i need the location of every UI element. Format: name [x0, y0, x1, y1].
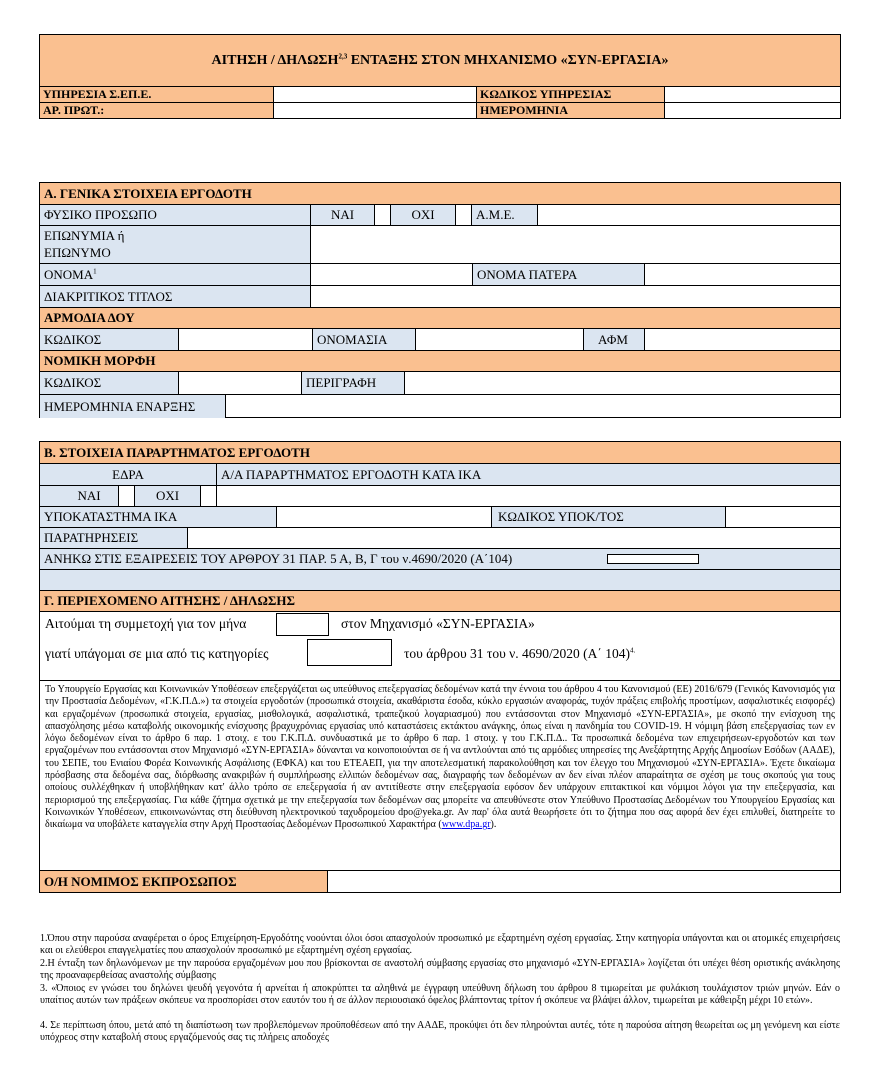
ame-label: Α.Μ.Ε.: [471, 205, 537, 225]
service-code-label: ΚΩΔΙΚΟΣ ΥΠΗΡΕΣΙΑΣ: [476, 87, 664, 102]
date-label: ΗΜΕΡΟΜΗΝΙΑ: [476, 103, 664, 118]
privacy-notice: Το Υπουργείο Εργασίας και Κοινωνικών Υποθέσεων επεξεργάζεται ως υπεύθυνος επεξεργασίας δεδομένων κατά την έννοια του άρθρου 4 του Κανονισμού (ΕΕ) 2016/679 (Γενικός Κανονισμός για την Προστασία Δεδομένων, «Γ.Κ.Π.Δ.») τα στοιχεία εργοδοτών (προσωπικά στοιχεία, ακαθάριστα έσοδα, κύκλο εργασιών αναφοράς, τυχόν πράξεις επιβολής προστίμων, ασφαλιστικές εισφορές) και εργαζομένων (προσωπικά στοιχεία, εργασίας, μισθολογικά, ασφαλιστικά, τραπεζικού λογαριασμού) που εντάσσονται στον Μηχανισμό «ΣΥΝ-ΕΡΓΑΣΙΑ», με σκοπό την ενίσχυση της απασχόλησης μέσω καταβολής οικονομικής ενίσχυσης βραχυχρόνιας εργασίας υπό καταστάσεις εκτάκτου ανάγκης, όπως είναι η πανδημία του COVID-19. Η νόμιμη βάση επεξεργασίας των εν λόγω δεδομένων είναι το άρθρο 6 παρ. 1 στοιχ. ε του Γ.Κ.Π.Δ. συνδυαστικά με το άρθρο 6 παρ. 1 στοιχ. γ του Γ.Κ.Π.Δ.. Τα προσωπικά δεδομένα των επιχειρήσεων-εργοδοτών και των εργαζομένων που εντάσσονται στον Μηχανισμό «ΣΥΝ-ΕΡΓΑΣΙΑ» δύνανται να κοινοποιούνται σε ή να αντλούνται από τις αρμόδιες υπηρεσίες της Ανεξάρτητης Αρχής Δημοσίων Εσόδων (ΑΑΔΕ), του ΣΕΠΕ, του Ενιαίου Φορέα Κοινωνικής Ασφάλισης (ΕΦΚΑ) και του ΕΤΕΑΕΠ, για την αποτελεσματική παρακολούθηση και τον έλεγχο του Μηχανισμού «ΣΥΝ-ΕΡΓΑΣΙΑ». Έχετε δικαίωμα πρόσβασης στα δεδομένα σας, διόρθωσης ανακριβών ή συμπλήρωσης ελλιπών δεδομένων σας, διαγραφής των δεδομένων αν δεν είναι πλέον απαραίτητα σε σχέση με τους σκοπούς για τους οποίους συλλέχθηκαν ή υποβλήθηκαν κατ' άλλο τρόπο σε επεξεργασία ή αν αντιτίθεστε στην επεξεργασία εφόσον δεν υπάρχουν επιτακτικοί και νόμιμοι λόγοι για την επεξεργασία, και περιορισμού της επεξεργασίας. Για κάθε ζήτημα σχετικά με την επεξεργασία των δεδομένων σας μπορείτε να απευθύνεστε στον Υπεύθυνο Προστασίας Δεδομένων του Υπουργείου Εργασίας και Κοινωνικών Υποθέσεων, επικοινωνώντας στη διεύθυνση ηλεκτρονικού ταχυδρομείου dpo@yeka.gr. Αν παρ' όλα αυτά θεωρήσετε ότι το ζήτημα που σας αφορά δεν έχει επιλυθεί, διατηρείτε το δικαίωμα να υποβάλετε καταγγελία στην Αρχή Προστασίας Δεδομένων Προσωπικού Χαρακτήρα (www.dpa.gr).: [45, 684, 835, 831]
ika-branch-label: ΥΠΟΚΑΤΑΣΤΗΜΑ ΙΚΑ: [40, 507, 276, 527]
service-row: [40, 86, 840, 102]
afm-input[interactable]: [644, 329, 840, 350]
ika-branch-input[interactable]: [276, 507, 491, 527]
seat-yes-label: ΝΑΙ: [40, 486, 118, 506]
father-name-input[interactable]: [644, 264, 840, 285]
tax-office-header: ΑΡΜΟΔΙΑ ΔΟΥ: [44, 310, 135, 325]
description-label: ΠΕΡΙΓΡΑΦΗ: [301, 372, 404, 394]
category-line-label: γιατί υπάγομαι σε μια από τις κατηγορίες: [45, 646, 269, 661]
representative-input[interactable]: [327, 871, 840, 892]
section-b-spacer: [40, 569, 840, 590]
exceptions-input[interactable]: [607, 554, 699, 564]
company-name-input[interactable]: [310, 226, 840, 263]
date-input[interactable]: [664, 103, 840, 118]
first-name-input[interactable]: [310, 264, 472, 285]
legal-form-header: ΝΟΜΙΚΗ ΜΟΡΦΗ: [44, 353, 156, 368]
no-label: ΟΧΙ: [390, 205, 455, 225]
dpa-link[interactable]: www.dpa.gr: [441, 819, 491, 831]
category-input[interactable]: [307, 639, 392, 666]
form-title: ΑΙΤΗΣΗ / ΔΗΛΩΣΗ$^{2,3}$ ΕΝΤΑΞΗΣ ΣΤΟΝ ΜΗΧΑΝΙΣΜΟ «ΣΥΝ-ΕΡΓΑΣΙΑ»: [40, 35, 840, 86]
company-name-label: ΕΠΩΝΥΜΙΑ ή ΕΠΩΝΥΜΟ: [40, 226, 310, 263]
tax-code-label: ΚΩΔΙΚΟΣ: [40, 329, 178, 350]
month-input[interactable]: [276, 613, 329, 636]
description-input[interactable]: [404, 372, 840, 394]
section-b: [39, 441, 841, 590]
ame-input[interactable]: [537, 205, 840, 225]
mechanism-label: στον Μηχανισμό «ΣΥΝ-ΕΡΓΑΣΙΑ»: [341, 616, 535, 631]
footnote-1: 1.Όπου στην παρούσα αναφέρεται ο όρος Επιχείρηση-Εργοδότης νοούνται όλοι όσοι απασχολούν προσωπικό με εξαρτημένη σχέση εργασίας. Στην κατηγορία υπάγονται και οι ατομικές επιχειρήσεις και οι ελεύθεροι επαγγελματίες που απασχολούν προσωπικό με εξαρτημένη σχέση εργασίας.: [40, 933, 840, 956]
legal-code-label: ΚΩΔΙΚΟΣ: [40, 372, 178, 394]
tax-name-input[interactable]: [415, 329, 583, 350]
distinctive-title-input[interactable]: [310, 286, 840, 307]
protocol-label: ΑΡ. ΠΡΩΤ.:: [43, 103, 105, 117]
tax-code-input[interactable]: [178, 329, 312, 350]
protocol-input[interactable]: [273, 103, 476, 118]
branch-no-input[interactable]: [216, 486, 840, 506]
yes-label: ΝΑΙ: [310, 205, 374, 225]
seat-label: ΕΔΡΑ: [112, 467, 144, 482]
distinctive-title-label: ΔΙΑΚΡΙΤΙΚΟΣ ΤΙΤΛΟΣ: [40, 286, 310, 307]
service-label: ΥΠΗΡΕΣΙΑ Σ.ΕΠ.Ε.: [43, 87, 152, 101]
section-a-title: Α. ΓΕΝΙΚΑ ΣΤΟΙΧΕΙΑ ΕΡΓΟΔΟΤΗ: [44, 186, 252, 201]
month-line-label: Αιτούμαι τη συμμετοχή για τον μήνα: [45, 616, 247, 631]
article-label: του άρθρου 31 του ν. 4690/2020 (Α΄ 104)$^{4.}$: [404, 646, 636, 661]
start-date-input[interactable]: [225, 395, 840, 418]
section-c: [39, 590, 841, 893]
footnote-2: 2.Η ένταξη των δηλωνόμενων με την παρούσα εργαζομένων μου που βρίσκονται σε αναστολή σύμβασης εργασίας στο μηχανισμό «ΣΥΝ-ΕΡΓΑΣΙΑ» λογίζεται ότι υπέχει θέση οριστικής ανάκλησης της προαναφερθείσας αναστολής σύμβασης: [40, 958, 840, 981]
exceptions-label: ΑΝΗΚΩ ΣΤΙΣ ΕΞΑΙΡΕΣΕΙΣ ΤΟΥ ΑΡΘΡΟΥ 31 ΠΑΡ. 5 Α, Β, Γ του ν.4690/2020 (Α΄104): [44, 551, 513, 566]
branch-code-input[interactable]: [725, 507, 840, 527]
start-date-label: ΗΜΕΡΟΜΗΝΙΑ ΕΝΑΡΞΗΣ: [40, 395, 225, 418]
legal-code-input[interactable]: [178, 372, 301, 394]
natural-person-no-box[interactable]: [455, 205, 471, 225]
section-b-title: Β. ΣΤΟΙΧΕΙΑ ΠΑΡΑΡΤΗΜΑΤΟΣ ΕΡΓΟΔΟΤΗ: [44, 445, 310, 460]
natural-person-label: ΦΥΣΙΚΟ ΠΡΟΣΩΠΟ: [40, 205, 310, 225]
branch-no-label: Α/Α ΠΑΡΑΡΤΗΜΑΤΟΣ ΕΡΓΟΔΟΤΗ ΚΑΤΑ ΙΚΑ: [216, 464, 840, 485]
footnote-4: 4. Σε περίπτωση όπου, μετά από τη διαπίστωση των προβλεπόμενων προϋποθέσεων από την ΑΑΔΕ, προκύψει ότι δεν πληρούνται αυτές, τότε η παρούσα αίτηση θεωρείται ως μη γενόμενη και είστε υπόχρεος στην καταβολή στους εργαζόμενούς σας τις πλήρεις αποδοχές: [40, 1020, 840, 1043]
section-c-title: Γ. ΠΕΡΙΕΧΟΜΕΝΟ ΑΙΤΗΣΗΣ / ΔΗΛΩΣΗΣ: [44, 593, 295, 608]
footnote-3: 3. «Όποιος εν γνώσει του δηλώνει ψευδή γεγονότα ή αρνείται ή αποκρύπτει τα αληθινά με έγγραφη υπεύθυνη δήλωση του άρθρου 8 τιμωρείται με φυλάκιση τουλάχιστον τριών μηνών. Εάν ο υπαίτιος αυτών των πράξεων σκόπευε να προσπορίσει στον εαυτόν του ή σε άλλον περιουσιακό όφελος βλάπτοντας τρίτον ή σκόπευε να βλάψει άλλον, τιμωρείται με κάθειρξη μέχρι 10 ετών».: [40, 983, 840, 1006]
section-a: [39, 182, 841, 418]
representative-label: Ο/Η ΝΟΜΙΜΟΣ ΕΚΠΡΟΣΩΠΟΣ: [40, 871, 327, 892]
tax-name-label: ΟΝΟΜΑΣΙΑ: [312, 329, 415, 350]
service-code-input[interactable]: [664, 87, 840, 102]
branch-code-label: ΚΩΔΙΚΟΣ ΥΠΟΚ/ΤΟΣ: [491, 507, 725, 527]
remarks-label: ΠΑΡΑΤΗΡΗΣΕΙΣ: [40, 528, 187, 548]
header-block: [39, 34, 841, 119]
remarks-input[interactable]: [187, 528, 840, 548]
afm-label: ΑΦΜ: [583, 329, 644, 350]
natural-person-yes-box[interactable]: [374, 205, 390, 225]
service-input[interactable]: [273, 87, 476, 102]
seat-no-label: ΟΧΙ: [134, 486, 200, 506]
seat-yes-box[interactable]: [118, 486, 134, 506]
first-name-label: ΟΝΟΜΑ$^1$: [40, 264, 310, 285]
protocol-row: [40, 102, 840, 118]
father-name-label: ΟΝΟΜΑ ΠΑΤΕΡΑ: [472, 264, 644, 285]
seat-no-box[interactable]: [200, 486, 216, 506]
